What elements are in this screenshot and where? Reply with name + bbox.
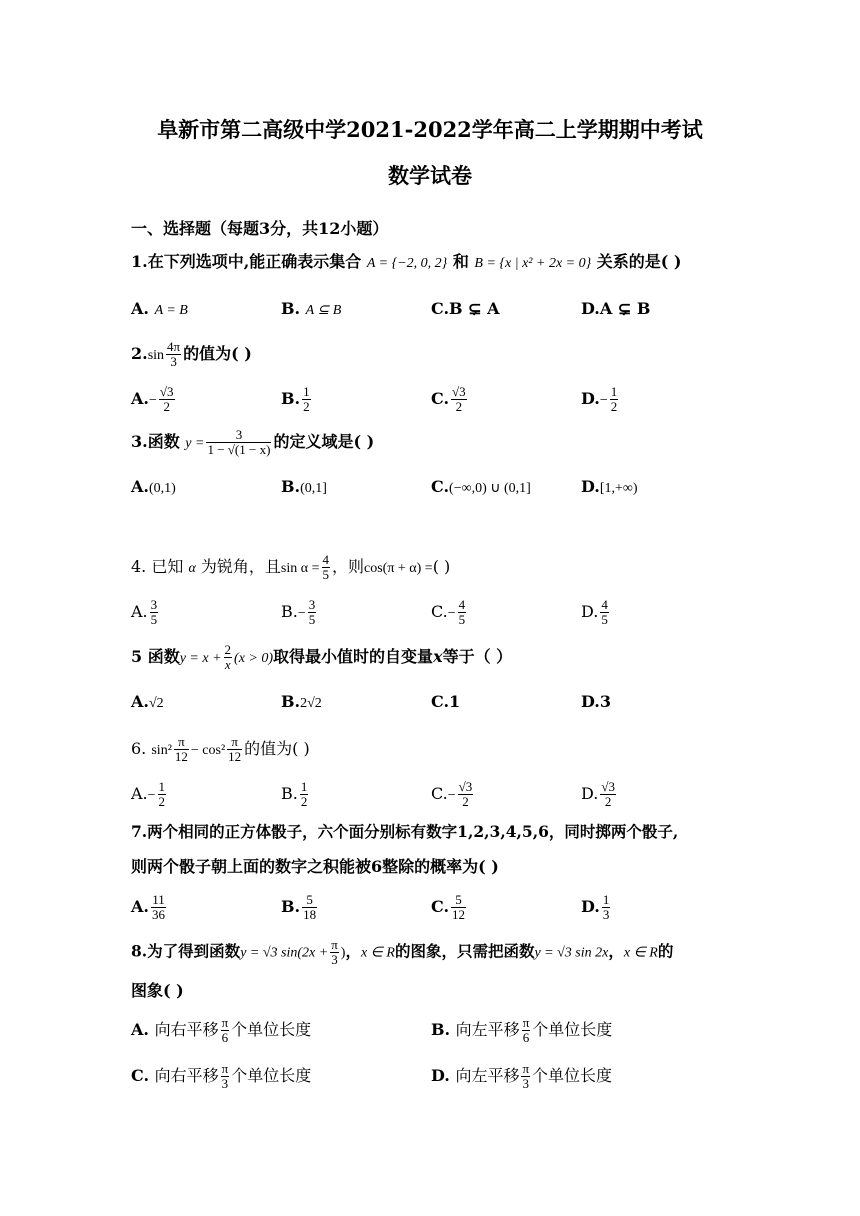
q3-option-c <box>431 475 531 501</box>
q6-t1: sin² <box>151 743 172 758</box>
q7-option-c <box>431 893 468 922</box>
question-4 <box>131 553 450 582</box>
q6-option-a <box>131 780 168 809</box>
q1-prefix: 1.在下列选项中,能正确表示集合 <box>131 252 362 271</box>
q6-a-num: 1 <box>158 779 166 794</box>
q4-sin: sin α = <box>280 561 320 576</box>
question-3 <box>131 428 374 457</box>
section-heading: 一、选择题（每题3分，共12小题） <box>131 219 389 238</box>
q3-option-a <box>131 475 176 501</box>
q5-option-a <box>131 690 164 716</box>
q2-b-label: B. <box>281 389 301 408</box>
q5-suffix2: 等于（ ） <box>442 647 513 666</box>
q8-option-a <box>131 1016 311 1045</box>
q8-mid3: ， <box>608 941 624 961</box>
q5-option-b <box>281 690 322 716</box>
q2-d-fraction <box>610 385 619 414</box>
q4-d-num: 4 <box>601 597 608 612</box>
q1-option-a-label: A. <box>131 299 149 318</box>
q7-c-label: C. <box>431 897 450 916</box>
q8-b-post: 个单位长度 <box>532 1020 613 1039</box>
q6-d-fraction <box>600 780 616 809</box>
q1-option-b-text: A ⊆ B <box>305 303 342 318</box>
question-7-line-2: 则两个骰子朝上面的数字之积能被6整除的概率为( ) <box>131 857 499 876</box>
q3-d-text: [1,+∞) <box>599 481 638 496</box>
q4-c-sign: − <box>447 606 456 621</box>
q7-c-num: 5 <box>451 893 466 908</box>
q2-num: 4π <box>167 339 181 354</box>
q4-num: 4 <box>322 552 329 567</box>
q8-func2: y = √3 sin 2x <box>534 945 609 961</box>
q5-option-d: D.3 <box>581 692 612 711</box>
q8-func1-fraction <box>330 938 339 967</box>
q6-c-label: C. <box>431 784 448 803</box>
q8-option-d <box>431 1062 612 1091</box>
q7-option-d <box>581 893 612 922</box>
q7-option-b <box>281 893 319 922</box>
question-8-line-2: 图象( ) <box>131 981 184 1000</box>
q7-d-num: 1 <box>602 892 610 907</box>
q2-a-label: A. <box>131 389 149 408</box>
q8-d-fraction <box>521 1062 530 1091</box>
q7-c-den: 12 <box>452 907 466 922</box>
q6-b-den: 2 <box>300 794 308 809</box>
q4-cos: cos(π + α) = <box>364 561 433 576</box>
q4-b-label: B. <box>281 602 298 621</box>
q4-b-sign: − <box>297 606 306 621</box>
q7-d-den: 3 <box>602 907 610 922</box>
q4-option-a <box>131 598 160 627</box>
q7-d-fraction <box>602 893 611 922</box>
q2-a-fraction <box>159 385 175 414</box>
q2-option-a <box>131 385 177 414</box>
q4-alpha: α <box>188 561 196 576</box>
q2-prefix: 2. <box>131 344 148 363</box>
q8-c-num: π <box>221 1061 229 1076</box>
q8-d-num: π <box>522 1061 530 1076</box>
q6-c-fraction <box>458 780 474 809</box>
q6-c-num: √3 <box>458 779 473 794</box>
q2-c-den: 2 <box>455 399 463 414</box>
q3-prefix: 3.函数 <box>131 432 180 451</box>
q8-d-pre: 向左平移 <box>455 1066 520 1085</box>
q8-mid4: 的 <box>657 941 674 961</box>
q7-a-fraction <box>151 893 166 922</box>
q2-b-num: 1 <box>303 384 310 399</box>
q2-b-den: 2 <box>303 399 310 414</box>
q3-num: 3 <box>206 428 271 443</box>
q4-b-den: 5 <box>308 612 316 627</box>
q4-c-label: C. <box>431 602 448 621</box>
exam-title: 阜新市第二高级中学2021-2022学年高二上学期期中考试 <box>157 117 703 142</box>
q7-c-fraction <box>451 893 466 922</box>
q6-b-label: B. <box>281 784 298 803</box>
q4-d-fraction <box>600 598 609 627</box>
q6-t2: − cos² <box>190 743 226 758</box>
q2-option-d <box>581 385 620 414</box>
q7-b-den: 18 <box>303 907 317 922</box>
question-5 <box>131 643 512 672</box>
q5-num: 2 <box>224 642 232 657</box>
q3-a-text: (0,1) <box>148 481 176 496</box>
q8-func1-den: 3 <box>331 952 338 967</box>
q4-den: 5 <box>322 567 329 582</box>
q8-b-den: 6 <box>522 1030 530 1045</box>
q6-option-d <box>581 780 618 809</box>
q4-a-den: 5 <box>150 612 158 627</box>
q6-prefix: 6. <box>131 739 147 758</box>
q6-fraction-2 <box>227 735 242 764</box>
question-2 <box>131 340 252 369</box>
q8-b-num: π <box>522 1015 530 1030</box>
q6-b-fraction <box>300 780 309 809</box>
q6-a-den: 2 <box>158 794 166 809</box>
q3-den: 1 − √(1 − x) <box>207 442 271 457</box>
q4-option-c <box>431 598 468 627</box>
q3-b-label: B. <box>281 477 301 496</box>
q5-cond: (x > 0) <box>234 651 274 666</box>
q3-a-label: A. <box>131 477 149 496</box>
q1-option-a <box>131 297 188 323</box>
q8-prefix: 8.为了得到函数 <box>131 941 241 961</box>
q4-a-label: A. <box>131 602 148 621</box>
q3-option-d <box>581 475 638 501</box>
q8-a-den: 6 <box>221 1030 229 1045</box>
q2-d-sign: − <box>599 393 608 408</box>
q1-option-b-label: B. <box>281 299 301 318</box>
q6-den1: 12 <box>174 749 188 764</box>
q4-c-num: 4 <box>458 597 466 612</box>
q2-c-label: C. <box>431 389 450 408</box>
q6-a-label: A. <box>131 784 148 803</box>
q6-option-c <box>431 780 475 809</box>
q5-prefix: 5 函数 <box>131 647 180 666</box>
q2-d-den: 2 <box>610 399 618 414</box>
question-1 <box>131 250 682 276</box>
q2-option-c <box>431 385 469 414</box>
q2-func: sin <box>147 348 165 363</box>
q5-b-text: 2√2 <box>300 696 322 711</box>
q5-var: x <box>433 647 443 666</box>
q8-d-post: 个单位长度 <box>532 1066 613 1085</box>
q8-func1-b: ) <box>340 945 346 961</box>
q3-option-b <box>281 475 327 501</box>
question-8 <box>131 938 673 967</box>
q7-a-label: A. <box>131 897 149 916</box>
q8-option-b <box>431 1016 612 1045</box>
q4-a-fraction <box>150 598 159 627</box>
q2-suffix: 的值为( ) <box>183 344 252 363</box>
q2-a-num: √3 <box>159 384 174 399</box>
q8-domain2: x ∈ R <box>623 945 658 961</box>
q5-option-c: C.1 <box>431 692 461 711</box>
q8-a-pre: 向右平移 <box>154 1020 219 1039</box>
q4-d-den: 5 <box>601 612 608 627</box>
q4-prefix: 4. 已知 <box>131 557 184 576</box>
q4-b-fraction <box>308 598 317 627</box>
q3-d-label: D. <box>581 477 600 496</box>
q2-b-fraction <box>302 385 311 414</box>
q2-c-num: √3 <box>452 384 466 399</box>
q6-c-sign: − <box>447 788 456 803</box>
q7-d-label: D. <box>581 897 600 916</box>
q6-c-den: 2 <box>462 794 469 809</box>
q3-lhs: y = <box>185 436 205 451</box>
q6-fraction-1 <box>174 735 189 764</box>
q8-func1-num: π <box>331 937 338 952</box>
q7-a-den: 36 <box>151 907 165 922</box>
q4-mid1: 为锐角，且 <box>200 557 281 576</box>
q6-num2: π <box>227 735 242 750</box>
q6-option-b <box>281 780 310 809</box>
q6-num1: π <box>174 735 189 750</box>
q2-d-num: 1 <box>610 384 618 399</box>
q6-a-sign: − <box>147 788 156 803</box>
q4-option-d <box>581 598 611 627</box>
q5-suffix1: 取得最小值时的自变量 <box>273 647 434 666</box>
q2-fraction <box>166 340 181 369</box>
q8-b-pre: 向左平移 <box>455 1020 520 1039</box>
q1-option-a-text: A = B <box>154 303 188 318</box>
q1-suffix: 关系的是( ) <box>596 252 682 271</box>
q8-c-pre: 向右平移 <box>154 1066 219 1085</box>
question-6 <box>131 735 310 764</box>
q6-d-num: √3 <box>601 779 615 794</box>
q2-den: 3 <box>170 354 177 369</box>
q3-c-label: C. <box>431 477 450 496</box>
q1-mid: 和 <box>452 252 469 271</box>
q8-a-post: 个单位长度 <box>231 1020 312 1039</box>
q4-c-den: 5 <box>458 612 466 627</box>
q2-c-fraction <box>451 385 467 414</box>
q5-fraction <box>224 643 233 672</box>
q6-d-den: 2 <box>604 794 612 809</box>
q4-mid2: ，则 <box>332 557 365 576</box>
q5-b-label: B. <box>281 692 301 711</box>
q5-a-label: A. <box>131 692 149 711</box>
q8-a-fraction <box>221 1016 230 1045</box>
q2-a-sign: − <box>148 393 157 408</box>
q5-den: x <box>224 657 231 672</box>
q3-fraction <box>206 428 271 457</box>
q5-a-text: √2 <box>148 696 164 711</box>
question-7-line-1: 7.两个相同的正方体骰子，六个面分别标有数字1,2,3,4,5,6，同时掷两个骰子, <box>131 822 679 841</box>
q2-d-label: D. <box>581 389 600 408</box>
q8-mid1: ， <box>345 941 361 961</box>
q8-func1-a: y = √3 sin(2x + <box>240 945 329 961</box>
q8-option-c <box>131 1062 311 1091</box>
q8-c-post: 个单位长度 <box>231 1066 312 1085</box>
q5-lhs: y = x + <box>179 651 222 666</box>
q8-mid2: 的图象，只需把函数 <box>394 941 535 961</box>
q7-b-num: 5 <box>302 893 317 908</box>
q8-c-label: C. <box>131 1066 150 1085</box>
q4-b-num: 3 <box>308 597 316 612</box>
q6-b-num: 1 <box>300 779 308 794</box>
q8-b-fraction <box>522 1016 531 1045</box>
q6-a-fraction <box>158 780 167 809</box>
q8-a-label: A. <box>131 1020 149 1039</box>
q8-d-label: D. <box>431 1066 450 1085</box>
q1-option-b <box>281 297 341 323</box>
q8-a-num: π <box>221 1015 229 1030</box>
q1-option-d: D.A ⊊ B <box>581 299 651 318</box>
q4-c-fraction <box>458 598 467 627</box>
q3-c-text: (−∞,0) ∪ (0,1] <box>449 481 531 496</box>
q7-b-label: B. <box>281 897 301 916</box>
q4-fraction <box>322 553 331 582</box>
q1-set-b: B = {x | x² + 2x = 0} <box>474 256 592 271</box>
q8-b-label: B. <box>431 1020 451 1039</box>
q6-suffix: 的值为( ) <box>244 739 310 758</box>
exam-subtitle: 数学试卷 <box>388 163 472 188</box>
q4-d-label: D. <box>581 602 599 621</box>
q1-set-a: A = {−2, 0, 2} <box>366 256 448 271</box>
q8-c-fraction <box>221 1062 230 1091</box>
q2-a-den: 2 <box>163 399 170 414</box>
q1-option-c: C.B ⊊ A <box>431 299 500 318</box>
q6-d-label: D. <box>581 784 599 803</box>
q4-suffix: ( ) <box>432 557 451 576</box>
q8-domain1: x ∈ R <box>360 945 395 961</box>
q3-b-text: (0,1] <box>300 481 327 496</box>
q7-b-fraction <box>302 893 317 922</box>
q7-a-num: 11 <box>152 892 165 907</box>
q8-c-den: 3 <box>221 1076 229 1091</box>
q4-option-b <box>281 598 318 627</box>
q2-option-b <box>281 385 313 414</box>
q6-den2: 12 <box>228 749 242 764</box>
q3-suffix: 的定义域是( ) <box>273 432 375 451</box>
q4-a-num: 3 <box>150 597 158 612</box>
q7-option-a <box>131 893 168 922</box>
q8-d-den: 3 <box>522 1076 529 1091</box>
